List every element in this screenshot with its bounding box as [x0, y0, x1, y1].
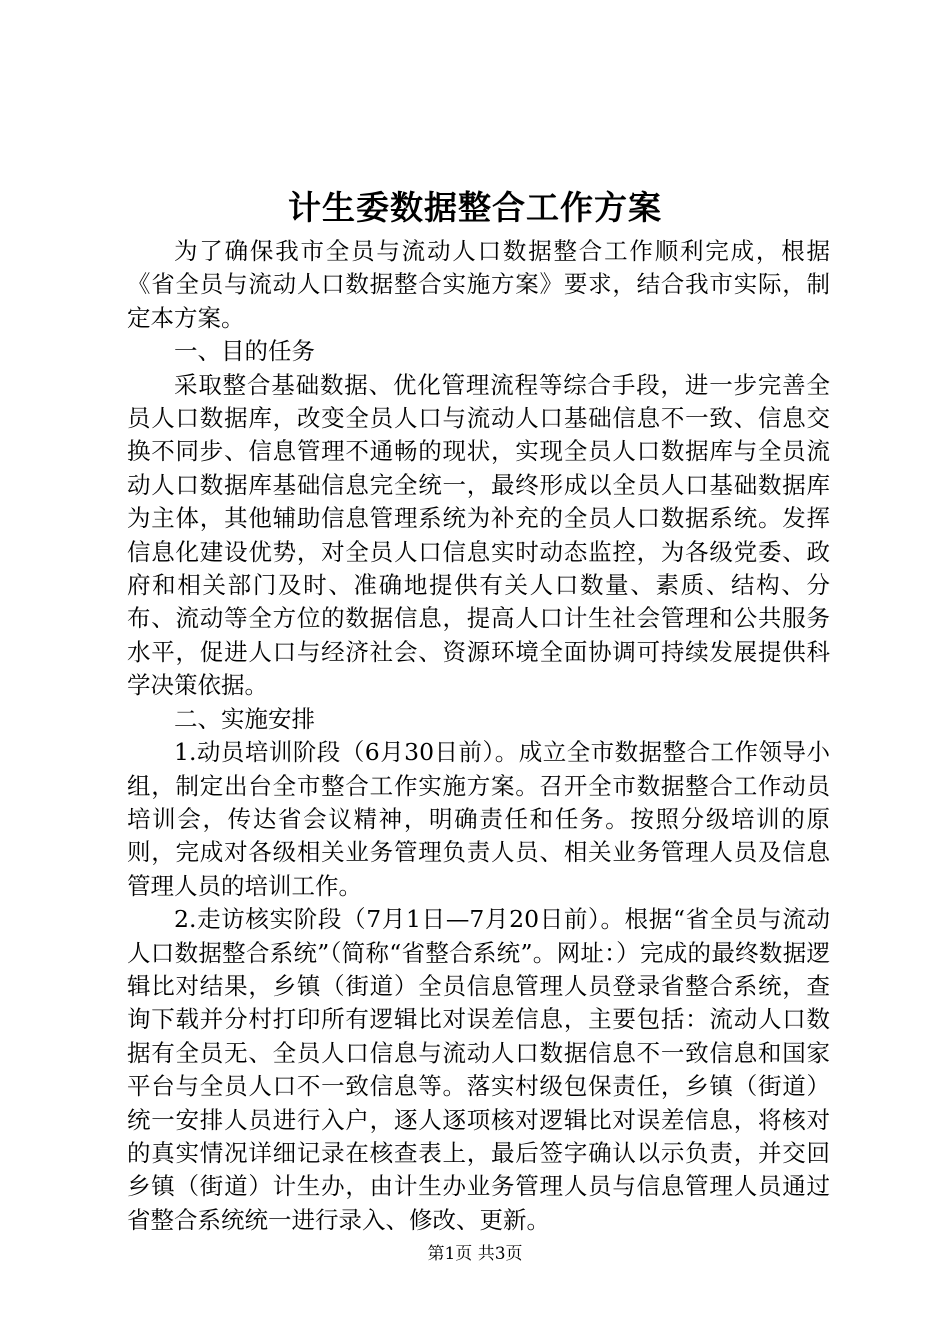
- document-body: [127, 235, 830, 1237]
- document-title: 计生委数据整合工作方案: [288, 188, 662, 227]
- section-heading-purpose: 一、目的任务: [174, 337, 315, 366]
- purpose-paragraph: 采取整合基础数据、优化管理流程等综合手段，进一步完善全员人口数据库，改变全员人口与流动人口基础信息不一致、信息交换不同步、信息管理不通畅的现状，实现全员人口数据库与全员流动人口数据库基础信息完全统一，最终形成以全员人口基础数据库为主体，其他辅助信息管理系统为补充的全员人口数据系统。发挥信息化建设优势，对全员人口信息实时动态监控，为各级党委、政府和相关部门及时、准确地提供有关人口数量、素质、结构、分布、流动等全方位的数据信息，提高人口计生社会管理和公共服务水平，促进人口与经济社会、资源环境全面协调可持续发展提供科学决策依据。: [127, 370, 830, 700]
- arrangement-item-2: 2.走访核实阶段（7月1日—7月20日前）。根据“省全员与流动人口数据整合系统”（简称“省整合系统”。网址：）完成的最终数据逻辑比对结果，乡镇（街道）全员信息管理人员登录省整合系统，查询下载并分村打印所有逻辑比对误差信息，主要包括：流动人口数据有全员无、全员人口信息与流动人口数据信息不一致信息和国家平台与全员人口不一致信息等。落实村级包保责任，乡镇（街道）统一安排人员进行入户，逐人逐项核对逻辑比对误差信息，将核对的真实情况详细记录在核查表上，最后签字确认以示负责，并交回乡镇（街道）计生办，由计生办业务管理人员与信息管理人员通过省整合系统统一进行录入、修改、更新。: [127, 905, 830, 1234]
- arrangement-item-1: 1.动员培训阶段（6月30日前）。成立全市数据整合工作领导小组，制定出台全市整合工作实施方案。召开全市数据整合工作动员培训会，传达省会议精神，明确责任和任务。按照分级培训的原则，完成对各级相关业务管理负责人员、相关业务管理人员及信息管理人员的培训工作。: [127, 738, 830, 900]
- page-footer: 第1页 共3页: [427, 1244, 523, 1264]
- section-heading-arrangement: 二、实施安排: [174, 704, 315, 733]
- intro-paragraph: 为了确保我市全员与流动人口数据整合工作顺利完成，根据《省全员与流动人口数据整合实施方案》要求，结合我市实际，制定本方案。: [127, 237, 830, 332]
